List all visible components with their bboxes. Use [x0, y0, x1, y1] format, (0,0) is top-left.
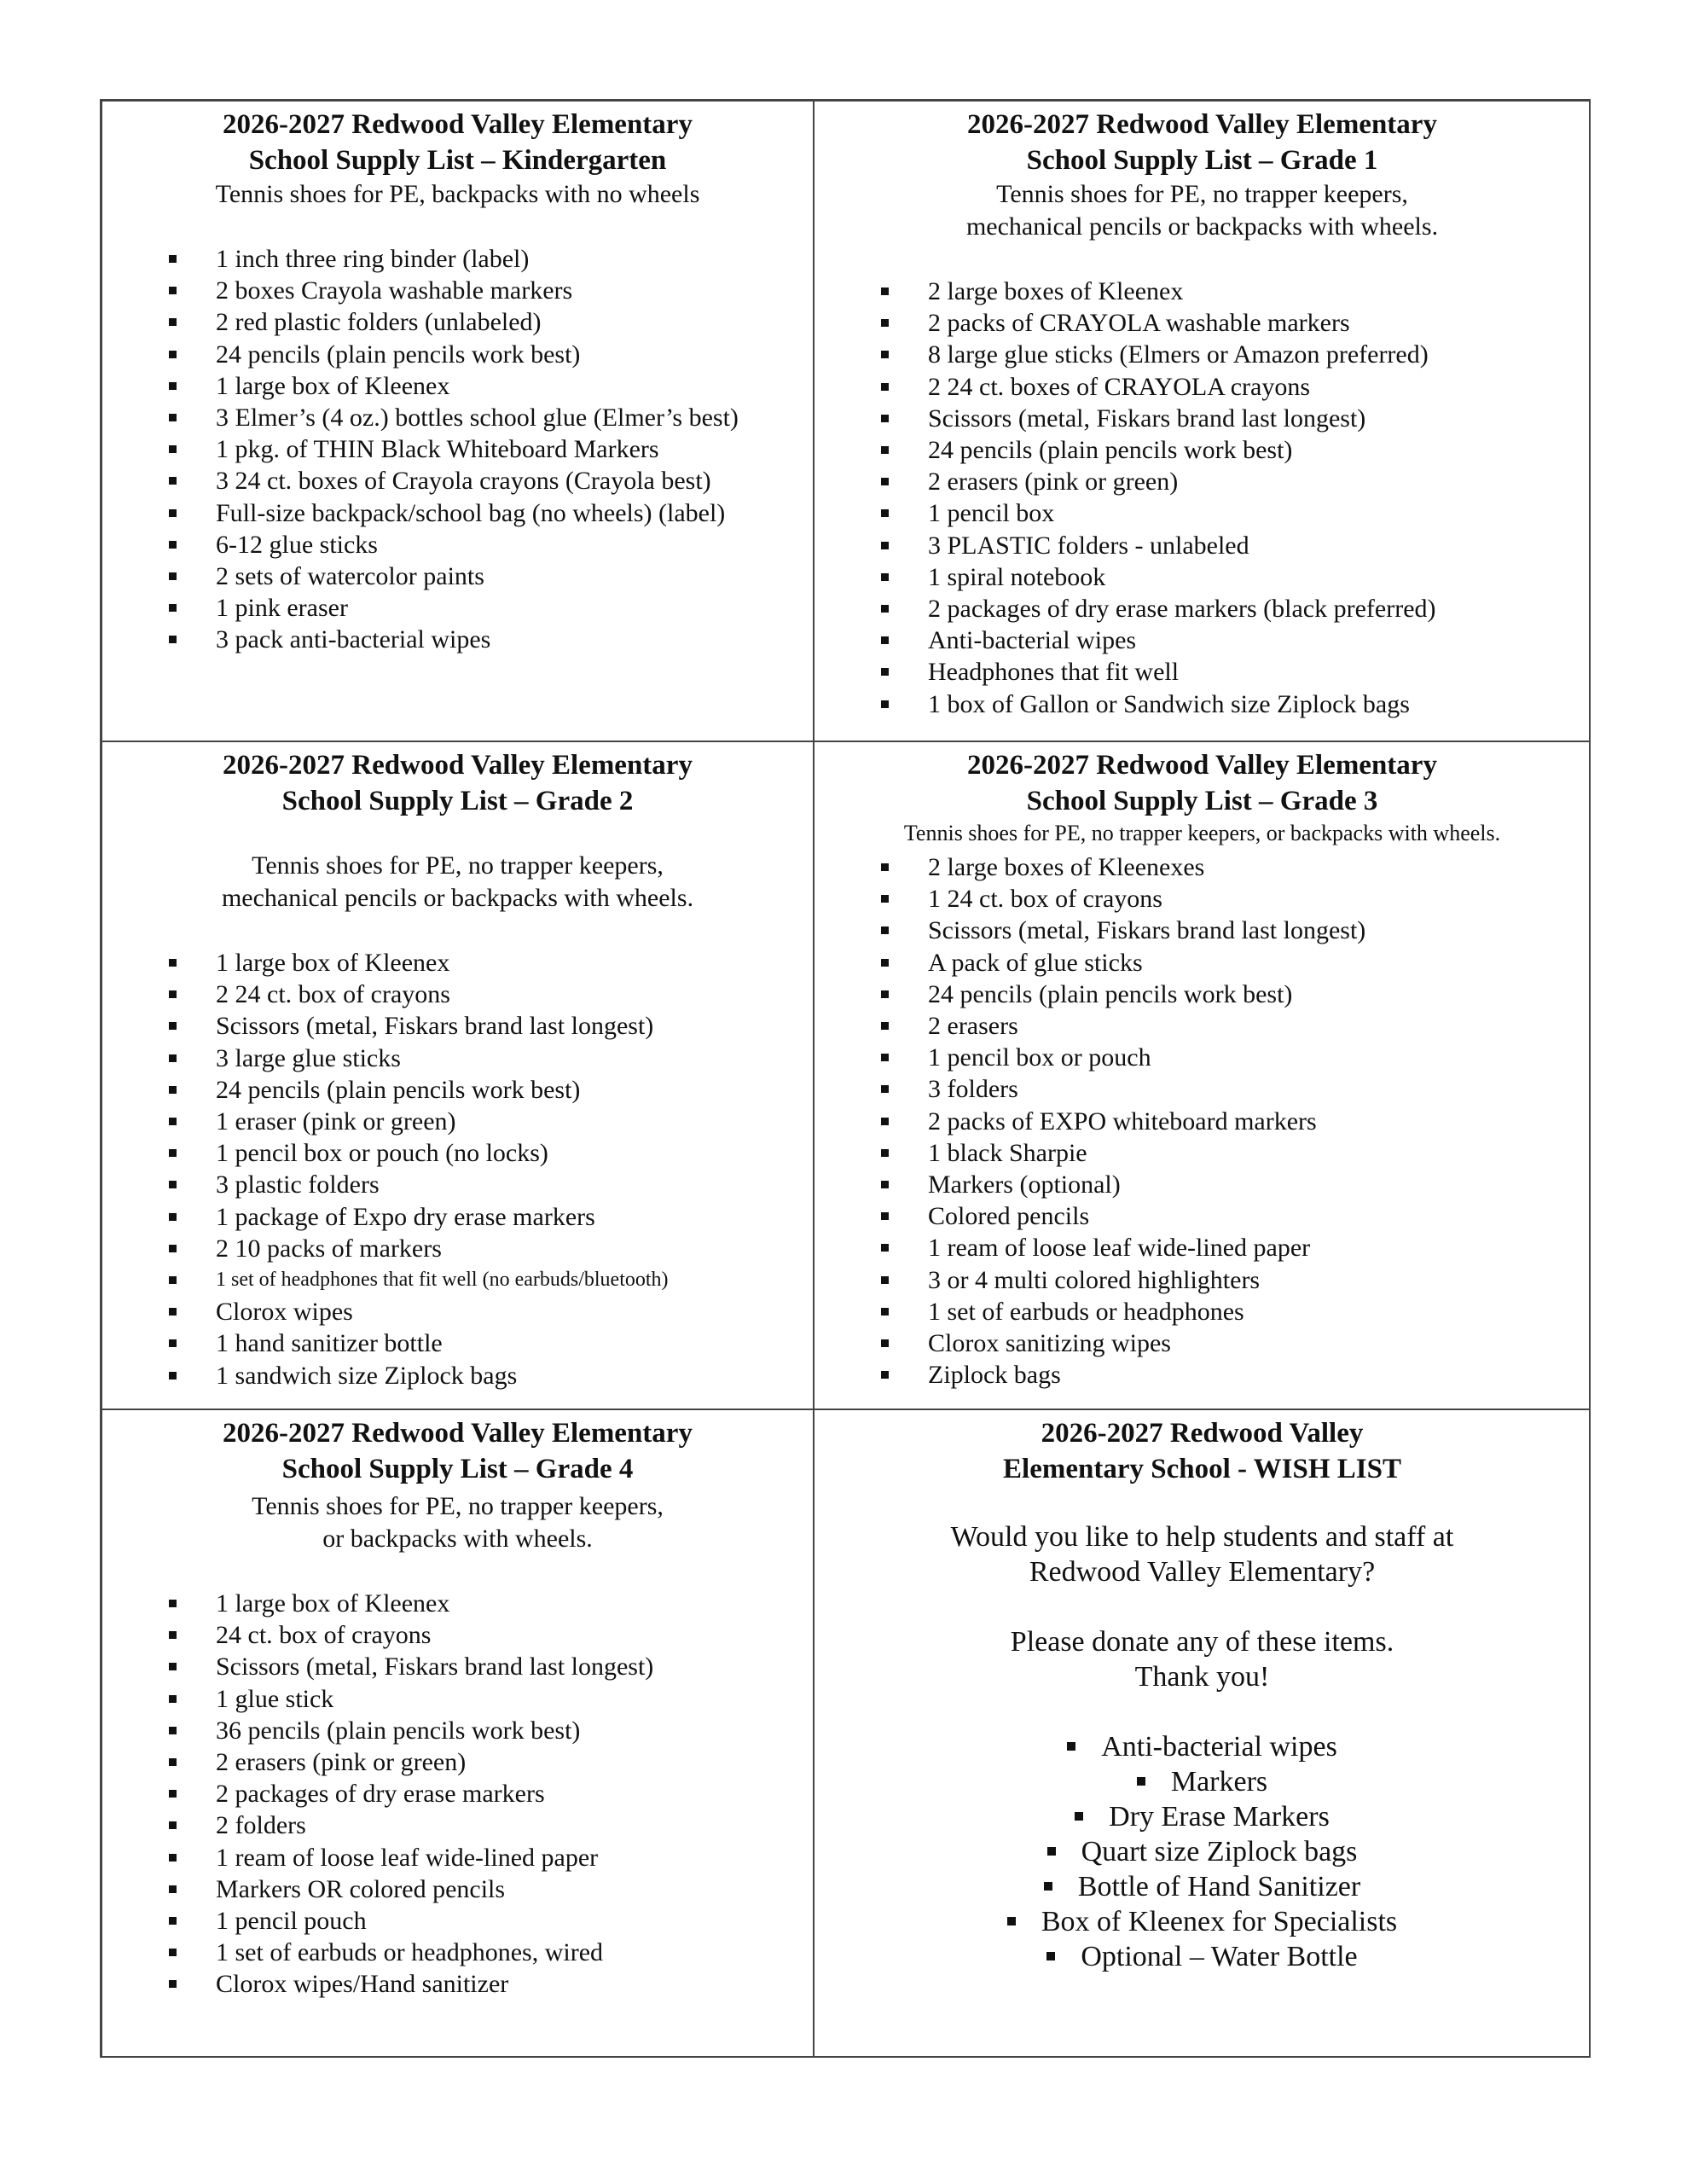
- list-item: 2 erasers: [815, 1010, 1590, 1042]
- list-item: 2 packs of CRAYOLA washable markers: [815, 307, 1590, 339]
- list-item: 1 glue stick: [102, 1683, 813, 1715]
- list-item: Colored pencils: [815, 1200, 1590, 1232]
- bullet-icon: [881, 895, 889, 903]
- wishlist-ask: Please donate any of these items.: [1010, 1626, 1394, 1658]
- bullet-icon: [881, 1181, 889, 1188]
- bullet-icon: [1047, 1847, 1056, 1856]
- bullet-icon: [881, 636, 889, 644]
- bullet-icon: [881, 509, 889, 517]
- list-item: Scissors (metal, Fiskars brand last longest): [102, 1651, 813, 1682]
- cell-subtitle: School Supply List – Grade 2: [281, 786, 634, 816]
- wishlist-body: [815, 1487, 1590, 1974]
- bullet-icon: [881, 668, 889, 676]
- grade2-cell: [101, 741, 814, 1409]
- list-item: 1 pkg. of THIN Black Whiteboard Markers: [102, 433, 813, 465]
- bullet-icon: [881, 415, 889, 422]
- list-item: 1 spiral notebook: [815, 561, 1590, 593]
- bullet-icon: [169, 255, 177, 263]
- list-item: 2 sets of watercolor paints: [102, 561, 813, 592]
- list-item: 1 set of earbuds or headphones: [815, 1296, 1590, 1327]
- list-item: Clorox wipes: [102, 1296, 813, 1327]
- bullet-icon: [881, 1085, 889, 1093]
- cell-title: 2026-2027 Redwood Valley Elementary: [223, 109, 693, 140]
- list-item: 2 24 ct. boxes of CRAYOLA crayons: [815, 371, 1590, 403]
- cell-title: 2026-2027 Redwood Valley Elementary: [967, 750, 1437, 781]
- cell-note: mechanical pencils or backpacks with wheels.: [221, 884, 694, 912]
- bullet-icon: [881, 990, 889, 998]
- list-item: 3 PLASTIC folders - unlabeled: [815, 530, 1590, 561]
- list-item: 2 packages of dry erase markers (black preferred): [815, 593, 1590, 624]
- supply-list: [815, 276, 1590, 720]
- bullet-icon: [881, 383, 889, 391]
- bullet-icon: [881, 1212, 889, 1220]
- list-item: 1 set of earbuds or headphones, wired: [102, 1937, 813, 1968]
- list-item: 3 or 4 multi colored highlighters: [815, 1264, 1590, 1296]
- cell-subtitle: School Supply List – Grade 3: [1026, 786, 1378, 816]
- bullet-icon: [169, 318, 177, 326]
- list-item: 24 ct. box of crayons: [102, 1619, 813, 1651]
- list-item: Markers (optional): [815, 1169, 1590, 1200]
- bullet-icon: [169, 1181, 177, 1188]
- list-item: 2 large boxes of Kleenexes: [815, 851, 1590, 883]
- bullet-icon: [881, 1118, 889, 1125]
- bullet-icon: [169, 1949, 177, 1956]
- supply-list: [815, 851, 1590, 1391]
- list-item: Scissors (metal, Fiskars brand last longest): [815, 403, 1590, 434]
- list-item: Clorox sanitizing wipes: [815, 1327, 1590, 1359]
- supply-list: [102, 947, 813, 1391]
- list-item: Quart size Ziplock bags: [815, 1834, 1590, 1869]
- list-item: 3 pack anti-bacterial wipes: [102, 624, 813, 655]
- bullet-icon: [169, 1339, 177, 1347]
- bullet-icon: [169, 414, 177, 421]
- list-item: 2 10 packs of markers: [102, 1233, 813, 1264]
- bullet-icon: [169, 477, 177, 485]
- list-item: 24 pencils (plain pencils work best): [815, 979, 1590, 1010]
- list-item: 2 erasers (pink or green): [102, 1746, 813, 1778]
- bullet-icon: [169, 1022, 177, 1030]
- list-item: Scissors (metal, Fiskars brand last longest): [815, 915, 1590, 946]
- list-item: A pack of glue sticks: [815, 947, 1590, 979]
- bullet-icon: [169, 541, 177, 549]
- bullet-icon: [169, 351, 177, 358]
- list-item: 1 ream of loose leaf wide-lined paper: [102, 1842, 813, 1873]
- wishlist-intro: Redwood Valley Elementary?: [1029, 1556, 1376, 1588]
- bullet-icon: [881, 959, 889, 967]
- bullet-icon: [169, 1695, 177, 1703]
- bullet-icon: [881, 542, 889, 549]
- list-item: 1 pencil box or pouch: [815, 1042, 1590, 1073]
- bullet-icon: [881, 1339, 889, 1347]
- bullet-icon: [169, 1727, 177, 1734]
- bullet-icon: [169, 1149, 177, 1157]
- list-item: 24 pencils (plain pencils work best): [102, 339, 813, 370]
- cell-subtitle: School Supply List – Kindergarten: [248, 145, 667, 176]
- bullet-icon: [169, 572, 177, 580]
- list-item: 1 eraser (pink or green): [102, 1106, 813, 1137]
- cell-title: 2026-2027 Redwood Valley Elementary: [223, 750, 693, 781]
- list-item: 1 pencil box or pouch (no locks): [102, 1137, 813, 1169]
- bullet-icon: [1007, 1917, 1016, 1926]
- cell-note: Tennis shoes for PE, backpacks with no wheels: [215, 180, 700, 208]
- list-item: 3 large glue sticks: [102, 1043, 813, 1074]
- list-item: 2 boxes Crayola washable markers: [102, 275, 813, 306]
- list-item: 24 pencils (plain pencils work best): [102, 1074, 813, 1106]
- list-item: Anti-bacterial wipes: [815, 624, 1590, 656]
- list-item: 2 24 ct. box of crayons: [102, 979, 813, 1010]
- cell-note: Tennis shoes for PE, no trapper keepers,: [252, 851, 664, 880]
- bullet-icon: [881, 605, 889, 613]
- list-item: 3 24 ct. boxes of Crayola crayons (Crayola best): [102, 465, 813, 497]
- list-item: Anti-bacterial wipes: [815, 1729, 1590, 1764]
- list-item: 1 sandwich size Ziplock bags: [102, 1360, 813, 1391]
- bullet-icon: [169, 1790, 177, 1798]
- supply-list: [102, 243, 813, 656]
- list-item: 6-12 glue sticks: [102, 529, 813, 561]
- bullet-icon: [169, 445, 177, 453]
- list-item: Optional – Water Bottle: [815, 1939, 1590, 1974]
- list-item: 1 set of headphones that fit well (no earbuds/bluetooth): [102, 1264, 813, 1296]
- list-item: 24 pencils (plain pencils work best): [815, 434, 1590, 466]
- list-item: Markers: [815, 1764, 1590, 1799]
- bullet-icon: [169, 1758, 177, 1766]
- bullet-icon: [881, 1308, 889, 1316]
- list-item: Bottle of Hand Sanitizer: [815, 1869, 1590, 1904]
- list-item: 2 large boxes of Kleenex: [815, 276, 1590, 307]
- list-item: 1 black Sharpie: [815, 1137, 1590, 1169]
- bullet-icon: [169, 636, 177, 643]
- cell-subtitle: School Supply List – Grade 1: [1026, 145, 1378, 176]
- cell-note: Tennis shoes for PE, no trapper keepers, or backpacks with wheels.: [903, 821, 1501, 845]
- cell-note: mechanical pencils or backpacks with wheels.: [965, 212, 1439, 241]
- cell-title: 2026-2027 Redwood Valley Elementary: [223, 1418, 693, 1449]
- bullet-icon: [881, 1276, 889, 1284]
- list-item: 1 pink eraser: [102, 592, 813, 624]
- bullet-icon: [169, 1276, 177, 1284]
- cell-subtitle: School Supply List – Grade 4: [281, 1454, 634, 1484]
- bullet-icon: [169, 1245, 177, 1252]
- supply-list-table: [100, 99, 1591, 2058]
- bullet-icon: [1137, 1777, 1145, 1786]
- bullet-icon: [169, 990, 177, 998]
- bullet-icon: [1046, 1952, 1055, 1960]
- bullet-icon: [169, 1631, 177, 1639]
- grade1-cell: [814, 101, 1591, 741]
- list-item: 2 packs of EXPO whiteboard markers: [815, 1106, 1590, 1137]
- cell-subtitle: Elementary School - WISH LIST: [1003, 1454, 1401, 1484]
- list-item: 3 plastic folders: [102, 1169, 813, 1200]
- list-item: Markers OR colored pencils: [102, 1873, 813, 1905]
- list-item: 1 large box of Kleenex: [102, 1588, 813, 1619]
- wishlist-cell: [814, 1409, 1591, 2058]
- list-item: 1 box of Gallon or Sandwich size Ziplock bags: [815, 688, 1590, 720]
- grade3-cell: [814, 741, 1591, 1409]
- grade4-cell: [101, 1409, 814, 2058]
- bullet-icon: [881, 1054, 889, 1061]
- list-item: 3 Elmer’s (4 oz.) bottles school glue (Elmer’s best): [102, 402, 813, 433]
- bullet-icon: [169, 1086, 177, 1094]
- cell-title: 2026-2027 Redwood Valley Elementary: [967, 109, 1437, 140]
- bullet-icon: [169, 1372, 177, 1380]
- bullet-icon: [881, 1022, 889, 1030]
- bullet-icon: [169, 1854, 177, 1862]
- list-item: 2 erasers (pink or green): [815, 466, 1590, 497]
- bullet-icon: [881, 1149, 889, 1157]
- bullet-icon: [881, 319, 889, 327]
- bullet-icon: [169, 509, 177, 517]
- cell-note: or backpacks with wheels.: [322, 1525, 593, 1553]
- bullet-icon: [881, 288, 889, 295]
- kindergarten-cell: [101, 101, 814, 741]
- bullet-icon: [881, 478, 889, 485]
- list-item: 1 pencil pouch: [102, 1905, 813, 1937]
- cell-note: Tennis shoes for PE, no trapper keepers,: [996, 180, 1408, 208]
- list-item: 1 inch three ring binder (label): [102, 243, 813, 275]
- bullet-icon: [169, 1663, 177, 1670]
- bullet-icon: [169, 1054, 177, 1062]
- list-item: Headphones that fit well: [815, 656, 1590, 688]
- list-item: Scissors (metal, Fiskars brand last longest): [102, 1010, 813, 1042]
- bullet-icon: [881, 700, 889, 708]
- bullet-icon: [169, 1600, 177, 1607]
- wishlist-items: [815, 1729, 1590, 1974]
- wishlist-thanks: Thank you!: [1134, 1661, 1270, 1693]
- bullet-icon: [169, 1308, 177, 1316]
- list-item: 2 packages of dry erase markers: [102, 1778, 813, 1809]
- bullet-icon: [1044, 1882, 1052, 1891]
- bullet-icon: [881, 446, 889, 454]
- list-item: 2 red plastic folders (unlabeled): [102, 306, 813, 338]
- bullet-icon: [169, 604, 177, 612]
- list-item: 1 hand sanitizer bottle: [102, 1327, 813, 1359]
- bullet-icon: [169, 1917, 177, 1925]
- bullet-icon: [169, 1885, 177, 1893]
- list-item: 1 pencil box: [815, 497, 1590, 529]
- bullet-icon: [169, 1980, 177, 1988]
- list-item: Dry Erase Markers: [815, 1799, 1590, 1834]
- bullet-icon: [169, 287, 177, 294]
- list-item: Full-size backpack/school bag (no wheels) (label): [102, 497, 813, 529]
- bullet-icon: [881, 573, 889, 581]
- list-item: 1 large box of Kleenex: [102, 370, 813, 402]
- list-item: Ziplock bags: [815, 1359, 1590, 1391]
- bullet-icon: [169, 1118, 177, 1125]
- list-item: 36 pencils (plain pencils work best): [102, 1715, 813, 1746]
- list-item: 2 folders: [102, 1809, 813, 1841]
- list-item: 1 large box of Kleenex: [102, 947, 813, 979]
- bullet-icon: [881, 863, 889, 871]
- list-item: 1 ream of loose leaf wide-lined paper: [815, 1232, 1590, 1263]
- list-item: Clorox wipes/Hand sanitizer: [102, 1968, 813, 2000]
- wishlist-intro: Would you like to help students and staff at: [950, 1521, 1454, 1553]
- cell-title: 2026-2027 Redwood Valley: [1041, 1418, 1364, 1449]
- bullet-icon: [1067, 1742, 1075, 1751]
- bullet-icon: [169, 382, 177, 390]
- bullet-icon: [881, 1244, 889, 1252]
- list-item: 8 large glue sticks (Elmers or Amazon preferred): [815, 339, 1590, 370]
- bullet-icon: [881, 351, 889, 358]
- list-item: Box of Kleenex for Specialists: [815, 1904, 1590, 1939]
- bullet-icon: [169, 1213, 177, 1221]
- supply-list: [102, 1588, 813, 2001]
- cell-note: Tennis shoes for PE, no trapper keepers,: [252, 1492, 664, 1520]
- bullet-icon: [881, 926, 889, 934]
- bullet-icon: [169, 959, 177, 967]
- list-item: 3 folders: [815, 1073, 1590, 1105]
- list-item: 1 24 ct. box of crayons: [815, 883, 1590, 915]
- bullet-icon: [1075, 1812, 1083, 1821]
- bullet-icon: [881, 1371, 889, 1379]
- bullet-icon: [169, 1821, 177, 1829]
- list-item: 1 package of Expo dry erase markers: [102, 1201, 813, 1233]
